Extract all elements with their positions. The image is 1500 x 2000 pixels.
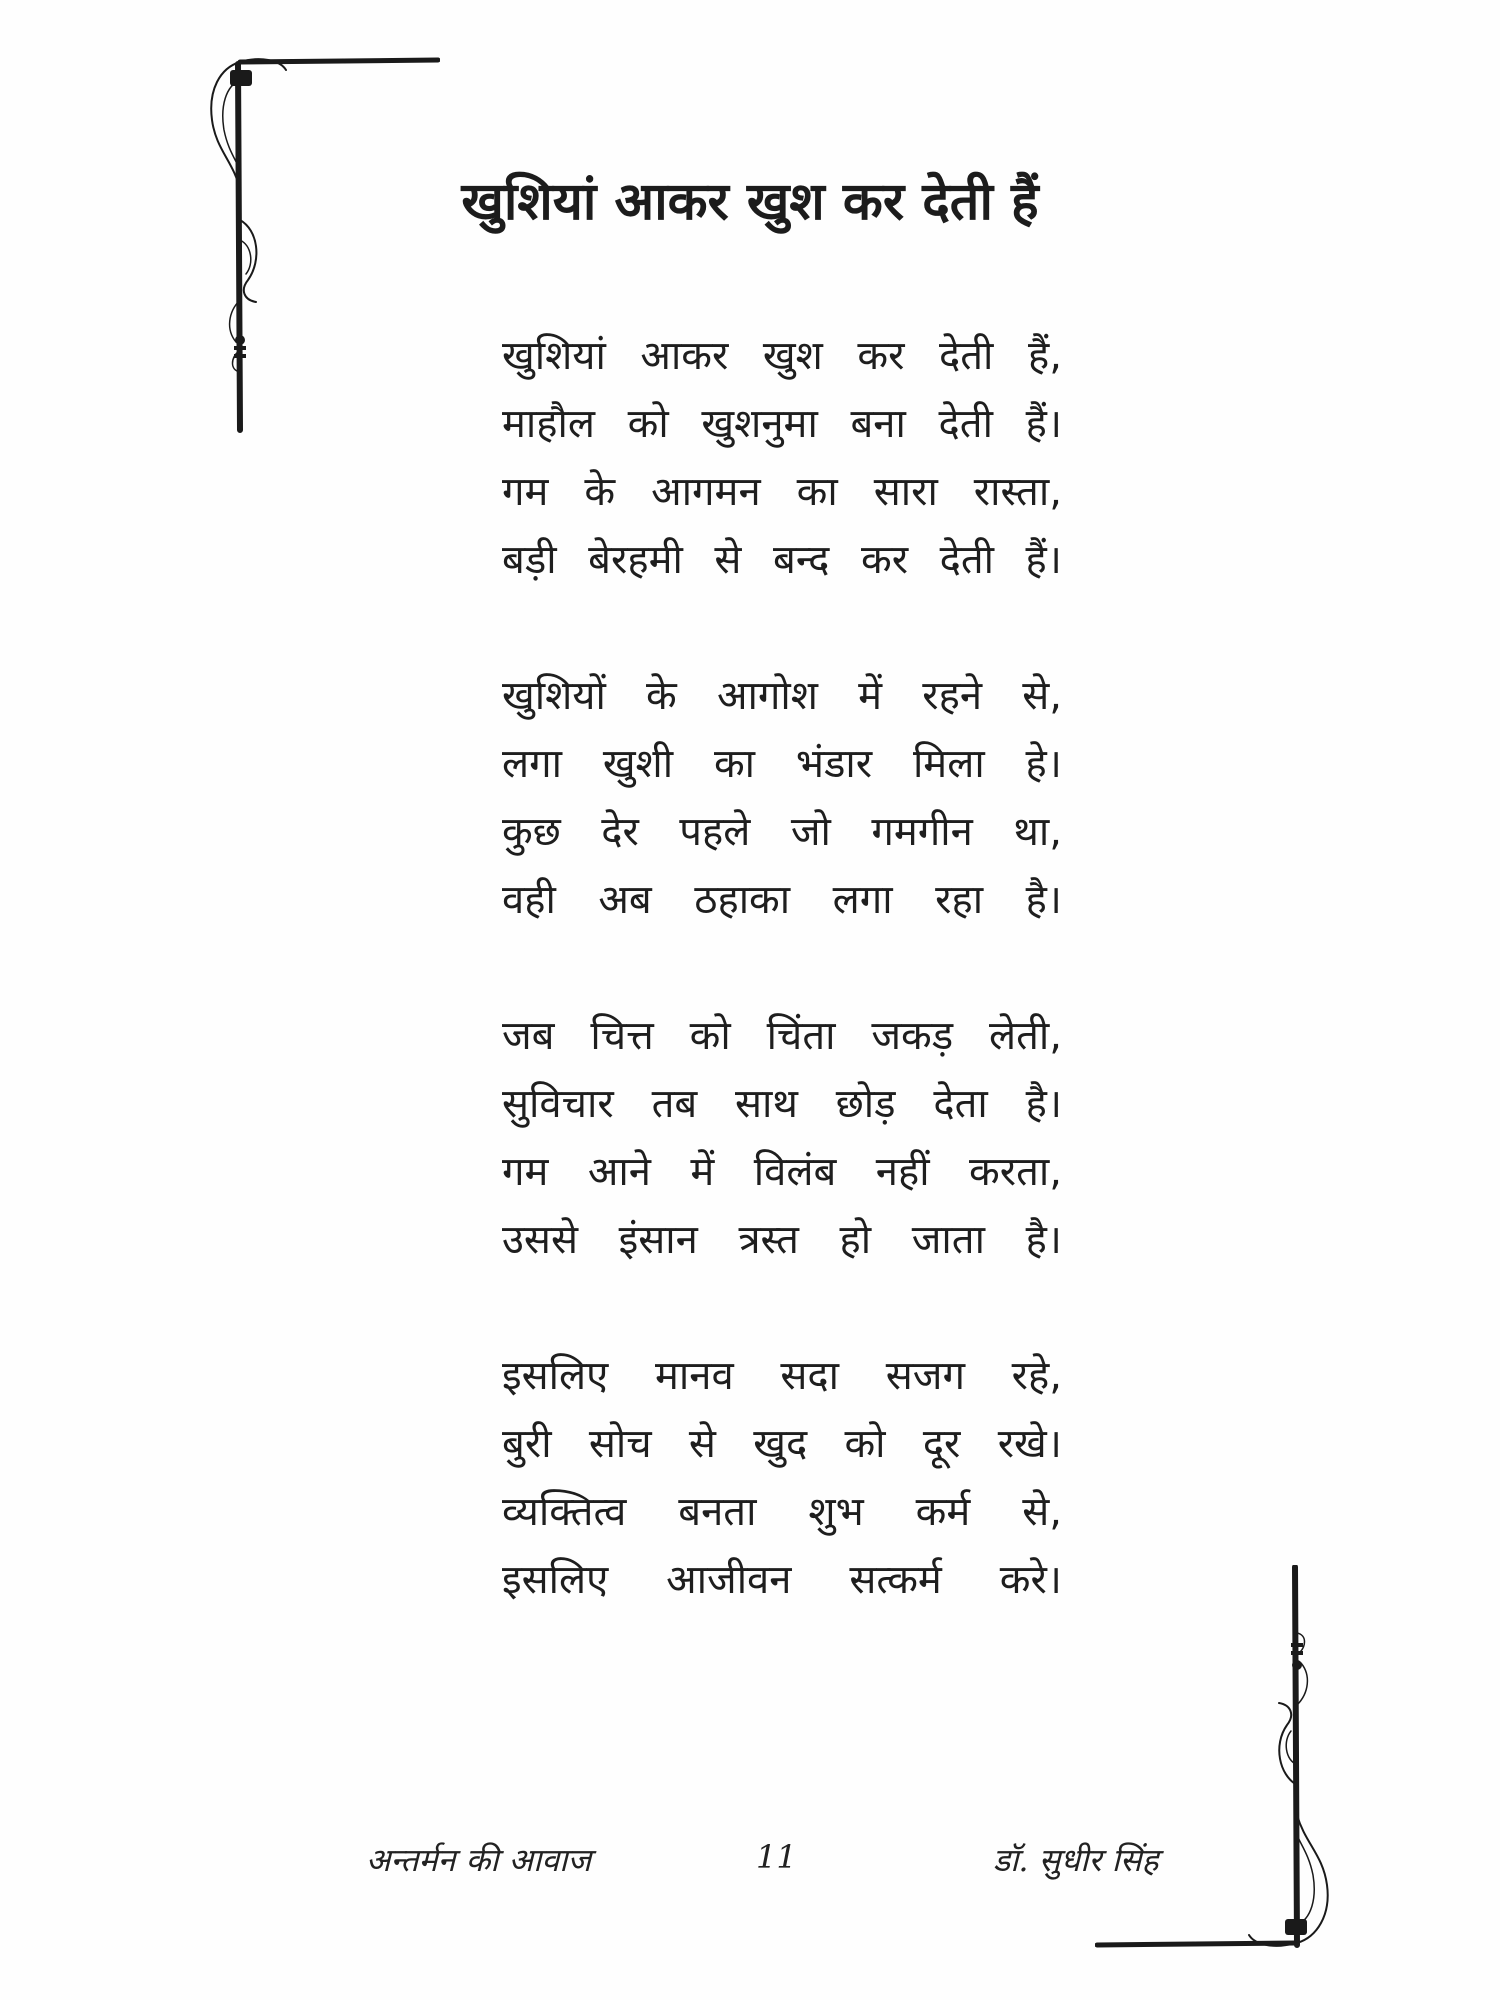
poem-word: माहौल — [502, 401, 595, 447]
poem-word: विलंब — [753, 1149, 837, 1195]
poem-word: देर — [601, 809, 639, 855]
poem-line — [502, 1342, 1062, 1410]
poem-word: में — [858, 673, 883, 719]
poem-word: इसलिए — [502, 1353, 609, 1399]
poem-word: जाता — [911, 1217, 985, 1263]
poem-word: मानव — [654, 1353, 734, 1399]
poem-word: खुश — [762, 333, 823, 379]
poem-word: को — [689, 1013, 731, 1059]
poem-word: आकर — [640, 333, 729, 379]
poem-word: ठहाका — [694, 877, 791, 923]
poem-line — [502, 798, 1062, 866]
poem-word: सत्कर्म — [849, 1557, 942, 1603]
poem-word: खुशी — [602, 741, 674, 787]
poem-body — [502, 322, 1062, 1682]
poem-line — [502, 1478, 1062, 1546]
footer-book-title: अन्तर्मन की आवाज — [366, 1841, 592, 1879]
poem-word: करता, — [969, 1149, 1062, 1195]
poem-word: से — [688, 1421, 716, 1467]
poem-word: जकड़ — [871, 1013, 954, 1059]
poem-word: उससे — [502, 1217, 578, 1263]
poem-word: आगमन — [651, 469, 761, 515]
poem-word: पहले — [679, 809, 751, 855]
poem-word: में — [690, 1149, 715, 1195]
poem-word: देती — [939, 333, 994, 379]
poem-word: सारा — [873, 469, 938, 515]
poem-word: देती — [938, 401, 993, 447]
poem-word: से, — [1022, 673, 1062, 719]
poem-line — [502, 1546, 1062, 1614]
poem-word: चिंता — [766, 1013, 836, 1059]
poem-word: लगा — [832, 877, 893, 923]
poem-word: से, — [1022, 1489, 1062, 1535]
poem-word: से — [714, 537, 742, 583]
poem-word: दूर — [922, 1421, 961, 1467]
poem-line — [502, 662, 1062, 730]
poem-line — [502, 730, 1062, 798]
poem-word: है। — [1025, 1081, 1062, 1127]
poem-line — [502, 1138, 1062, 1206]
poem-word: सदा — [780, 1353, 840, 1399]
poem-word: इसलिए — [502, 1557, 609, 1603]
footer-author: डॉ. सुधीर सिंह — [993, 1841, 1159, 1879]
poem-word: खुद — [753, 1421, 808, 1467]
poem-stanza — [502, 1342, 1062, 1614]
poem-word: आजीवन — [666, 1557, 792, 1603]
poem-word: है। — [1025, 1217, 1062, 1263]
poem-word: कर — [857, 333, 905, 379]
page-number: 11 — [756, 1838, 797, 1876]
poem-word: सजग — [885, 1353, 965, 1399]
poem-stanza — [502, 322, 1062, 594]
poem-word: तब — [651, 1081, 698, 1127]
poem-word: हैं। — [1025, 537, 1062, 583]
poem-word: के — [646, 673, 677, 719]
poem-word: हो — [839, 1217, 872, 1263]
poem-word: गमगीन — [871, 809, 973, 855]
poem-line — [502, 866, 1062, 934]
poem-stanza — [502, 662, 1062, 934]
corner-ornament-bottom-right — [1095, 1565, 1340, 1955]
poem-line — [502, 390, 1062, 458]
poem-word: का — [796, 469, 838, 515]
poem-word: है। — [1025, 877, 1062, 923]
poem-word: रहा — [935, 877, 984, 923]
poem-word: बेरहमी — [588, 537, 683, 583]
poem-word: जब — [502, 1013, 555, 1059]
poem-word: कर्म — [915, 1489, 971, 1535]
poem-word: जो — [790, 809, 831, 855]
poem-word: को — [627, 401, 669, 447]
poem-word: त्रस्त — [738, 1217, 799, 1263]
poem-word: व्यक्तित्व — [502, 1489, 627, 1535]
poem-word: चित्त — [590, 1013, 654, 1059]
corner-ornament-top-left — [200, 50, 440, 440]
poem-word: खुशियों — [502, 673, 606, 719]
poem-word: वही — [502, 877, 556, 923]
poem-word: देता — [933, 1081, 988, 1127]
poem-word: करे। — [999, 1557, 1062, 1603]
poem-word: बनता — [678, 1489, 757, 1535]
poem-stanza — [502, 1002, 1062, 1274]
poem-word: सोच — [588, 1421, 652, 1467]
poem-line — [502, 1002, 1062, 1070]
poem-word: लेती, — [988, 1013, 1062, 1059]
poem-word: इंसान — [618, 1217, 698, 1263]
poem-word: खुशनुमा — [701, 401, 818, 447]
poem-line — [502, 526, 1062, 594]
poem-word: आगोश — [716, 673, 818, 719]
poem-word: नहीं — [875, 1149, 930, 1195]
poem-word: अब — [598, 877, 652, 923]
poem-word: हैं। — [1025, 401, 1062, 447]
poem-word: देती — [939, 537, 994, 583]
poem-line — [502, 1410, 1062, 1478]
poem-line — [502, 1070, 1062, 1138]
poem-word: बड़ी — [502, 537, 557, 583]
poem-word: सुविचार — [502, 1081, 614, 1127]
poem-word: मिला — [912, 741, 985, 787]
poem-word: भंडार — [795, 741, 873, 787]
poem-word: हैं, — [1027, 333, 1062, 379]
poem-word: बना — [850, 401, 906, 447]
poem-word: का — [713, 741, 756, 787]
poem-word: आने — [587, 1149, 651, 1195]
poem-word: बन्द — [772, 537, 830, 583]
poem-word: छोड़ — [835, 1081, 896, 1127]
poem-word: गम — [502, 1149, 549, 1195]
poem-word: हे। — [1025, 741, 1062, 787]
poem-line — [502, 1206, 1062, 1274]
poem-word: बुरी — [502, 1421, 552, 1467]
poem-title: खुशियां आकर खुश कर देती हैं — [461, 172, 1039, 232]
poem-word: लगा — [502, 741, 562, 787]
poem-line — [502, 322, 1062, 390]
poem-word: कर — [860, 537, 909, 583]
poem-word: रहे, — [1011, 1353, 1062, 1399]
poem-word: रास्ता, — [973, 469, 1062, 515]
poem-word: रखे। — [997, 1421, 1062, 1467]
poem-word: साथ — [735, 1081, 798, 1127]
poem-word: था, — [1013, 809, 1062, 855]
poem-word: के — [584, 469, 616, 515]
poem-word: को — [844, 1421, 886, 1467]
poem-word: गम — [502, 469, 549, 515]
poem-word: रहने — [922, 673, 983, 719]
poem-line — [502, 458, 1062, 526]
poem-word: खुशियां — [502, 333, 606, 379]
poem-word: कुछ — [502, 809, 561, 855]
poem-word: शुभ — [808, 1489, 864, 1535]
